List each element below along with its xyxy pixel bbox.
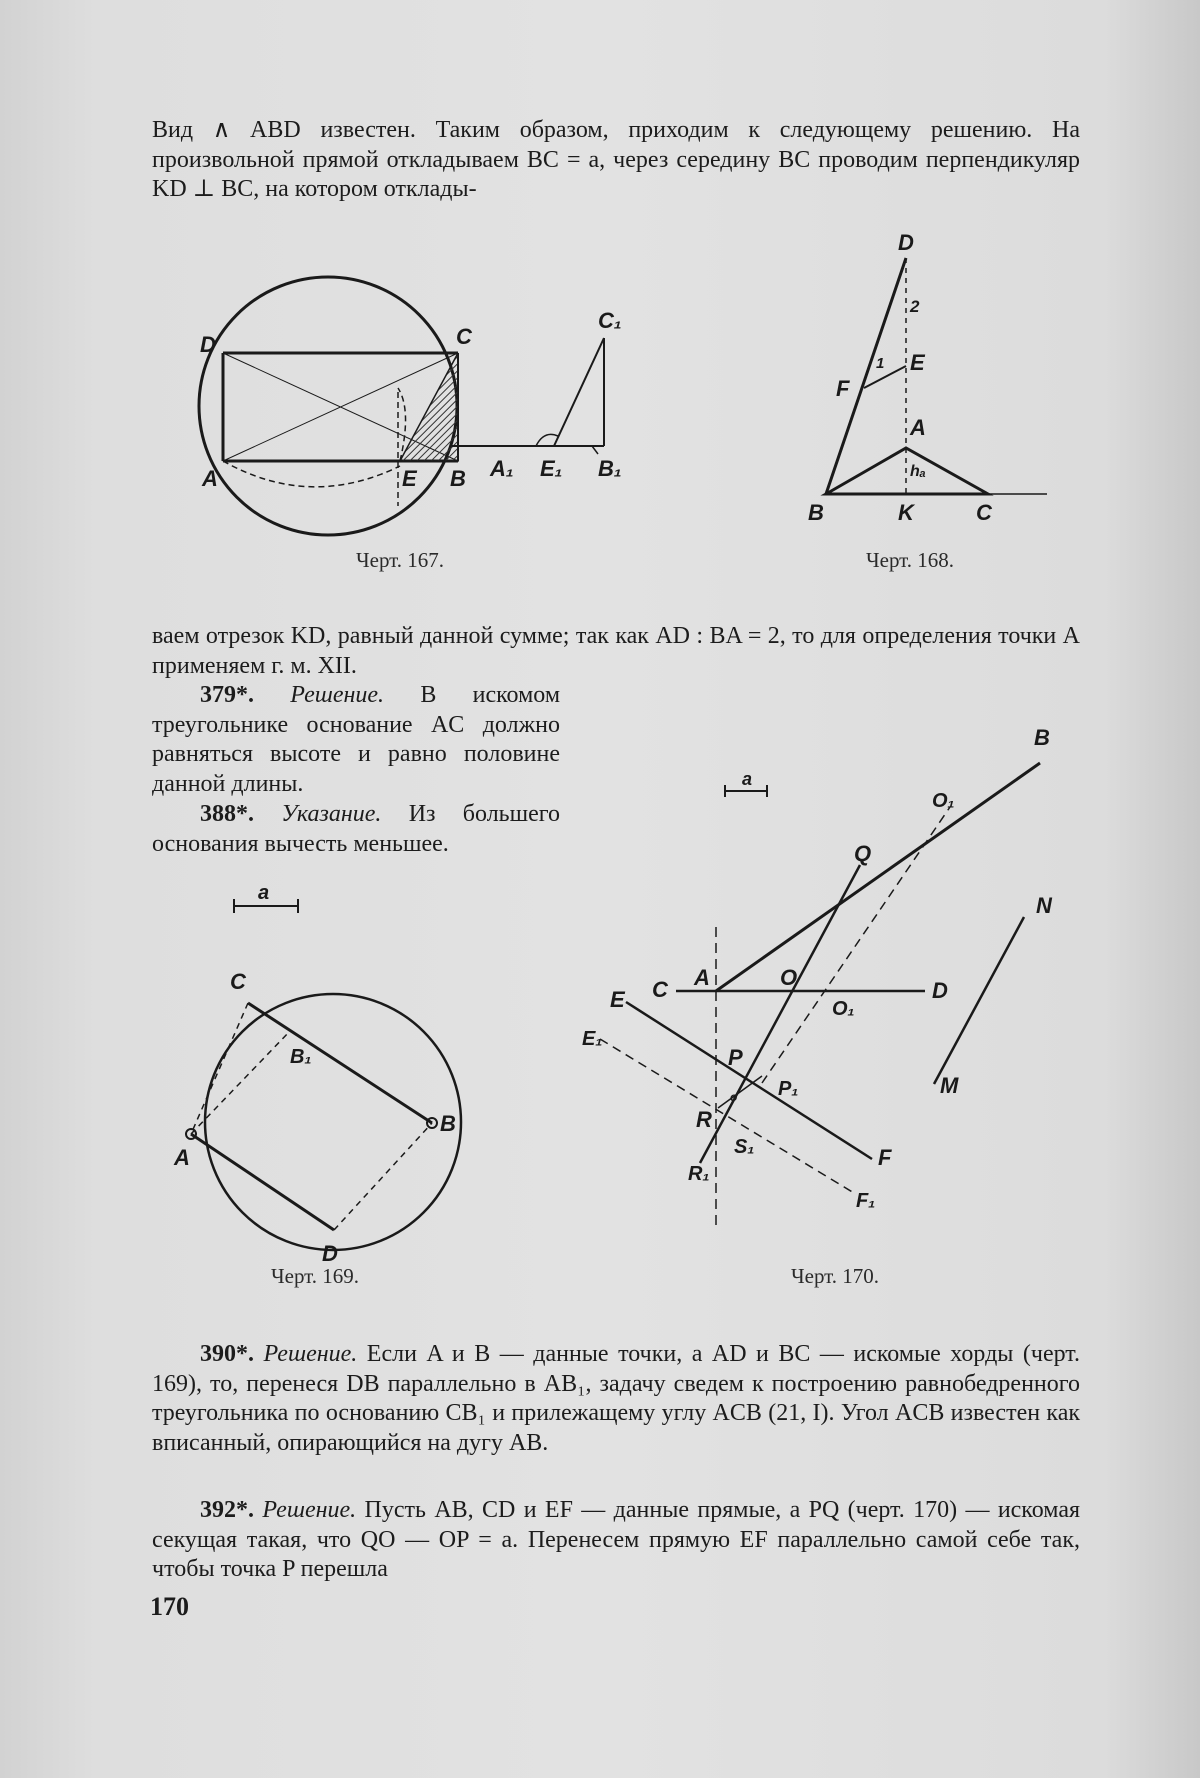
continuation-paragraph: ваем отрезок KD, равный данной сумме; так как AD : BA = 2, то для определения точки A применяем г. м. XII. <box>152 623 1080 679</box>
label-o1: O₁ <box>832 998 855 1020</box>
problem-388-text: Из большего основания вычесть меньшее. <box>152 801 561 857</box>
label-e1: E₁ <box>540 456 563 481</box>
problem-379 <box>152 681 560 799</box>
chord-ad <box>191 1134 334 1230</box>
label-m: M <box>940 1073 959 1098</box>
label-b: B <box>808 500 824 525</box>
label-d: D <box>322 1241 338 1266</box>
label-e: E <box>402 466 417 491</box>
problem-392-number: 392*. <box>200 1497 254 1523</box>
label-c: C <box>652 977 668 1002</box>
right-angle-mark <box>592 446 598 454</box>
label-r: R <box>696 1107 712 1132</box>
figure-168 <box>800 220 1060 530</box>
top-paragraph: Вид ∧ ABD известен. Таким образом, приходим к следующему решению. На произвольной прямой откладываем BC = a, через середину BC проводим перпендикуляр KD ⊥ BC, на котором отклады- <box>152 117 1080 202</box>
circle <box>205 994 461 1250</box>
label-a-measure: a <box>258 882 270 904</box>
circle <box>199 277 457 535</box>
label-angle: o <box>730 1090 738 1104</box>
problem-379-number: 379*. <box>200 682 254 708</box>
label-f: F <box>878 1145 892 1170</box>
caption-168: Черт. 168. <box>865 548 955 572</box>
problem-392-text: Пусть AB, CD и EF — данные прямые, а PQ (черт. 170) — искомая секущая такая, что QO — OP = a. Перенесем прямую EF параллельно самой себе так, чтобы точка P перешла <box>152 1497 1081 1582</box>
figure-167 <box>190 270 640 540</box>
dashed-e1f1 <box>600 1039 854 1193</box>
label-ha: hₐ <box>910 463 926 480</box>
problem-392 <box>152 1496 1080 1585</box>
caption-167: Черт. 167. <box>355 548 445 572</box>
label-b1: B₁ <box>598 456 622 481</box>
label-a: A <box>202 466 218 491</box>
label-e: E <box>910 350 925 375</box>
segment-e1c1 <box>554 338 604 446</box>
label-a: A <box>174 1145 190 1170</box>
label-b: B <box>1034 725 1050 750</box>
label-c: C <box>456 324 472 349</box>
hatched-triangle <box>400 353 458 461</box>
label-a-measure: a <box>742 769 753 789</box>
label-b1: B₁ <box>290 1046 312 1068</box>
segment-fe <box>864 366 906 388</box>
page-number: 170 <box>150 1592 189 1621</box>
problem-379-text: В искомом треугольнике основание AC должно равняться высоте и равно половине данной длины. <box>152 682 561 797</box>
label-d: D <box>200 332 216 357</box>
caption-170: Черт. 170. <box>790 1264 880 1288</box>
label-b: B <box>440 1111 456 1136</box>
problem-390-number: 390*. <box>200 1341 254 1367</box>
label-d: D <box>898 230 914 255</box>
problem-388 <box>152 800 560 859</box>
problem-388-label: Указание. <box>281 801 382 827</box>
figure-169 <box>170 875 490 1275</box>
label-p: P <box>728 1045 743 1070</box>
label-e1: E₁ <box>582 1028 603 1050</box>
chord-cb <box>248 1003 432 1123</box>
label-1: 1 <box>876 355 885 372</box>
arc-dashed-upper <box>398 388 406 461</box>
label-a: A <box>694 965 710 990</box>
label-n: N <box>1036 893 1052 918</box>
problem-390 <box>152 1340 1080 1458</box>
label-b: B <box>450 466 466 491</box>
line-ab <box>716 763 1040 991</box>
label-a1: A₁ <box>490 456 514 481</box>
label-f: F <box>836 376 850 401</box>
label-2: 2 <box>910 297 920 316</box>
problem-390-text: Если A и B — данные точки, а AD и BC — искомые хорды (черт. 169), то, перенеся DB параллельно в AB₁, задачу сведем к построению равнобедренного треугольника по основанию CB₁ и прилежащему углу ACB (21, I). Угол ACB известен как вписанный, опирающийся на дугу AB. <box>152 1341 1080 1456</box>
label-o: O <box>780 965 798 990</box>
problem-390-label: Решение. <box>263 1341 358 1367</box>
problem-392-label: Решение. <box>262 1497 357 1523</box>
label-o1-top: O₁ <box>932 790 955 812</box>
label-s1: S₁ <box>734 1136 755 1158</box>
caption-169: Черт. 169. <box>270 1264 360 1288</box>
label-p1: P₁ <box>778 1078 799 1100</box>
label-c: C <box>230 969 246 994</box>
problem-379-label: Решение. <box>290 682 385 708</box>
label-e: E <box>610 987 625 1012</box>
label-c: C <box>976 500 992 525</box>
dashed-db <box>334 1123 432 1230</box>
label-c1: C₁ <box>598 308 622 333</box>
label-k: K <box>898 500 914 525</box>
dashed-ca <box>191 1003 248 1134</box>
label-a: A <box>910 415 926 440</box>
problem-388-number: 388*. <box>200 801 254 827</box>
arc-dashed-lower <box>223 461 400 487</box>
label-q: Q <box>854 841 872 866</box>
segment-r-p1 <box>718 1076 762 1108</box>
triangle-abc <box>826 448 988 494</box>
figure-170 <box>570 715 1090 1235</box>
label-r1: R₁ <box>688 1163 710 1185</box>
label-d: D <box>932 978 948 1003</box>
label-f1: F₁ <box>856 1190 876 1212</box>
